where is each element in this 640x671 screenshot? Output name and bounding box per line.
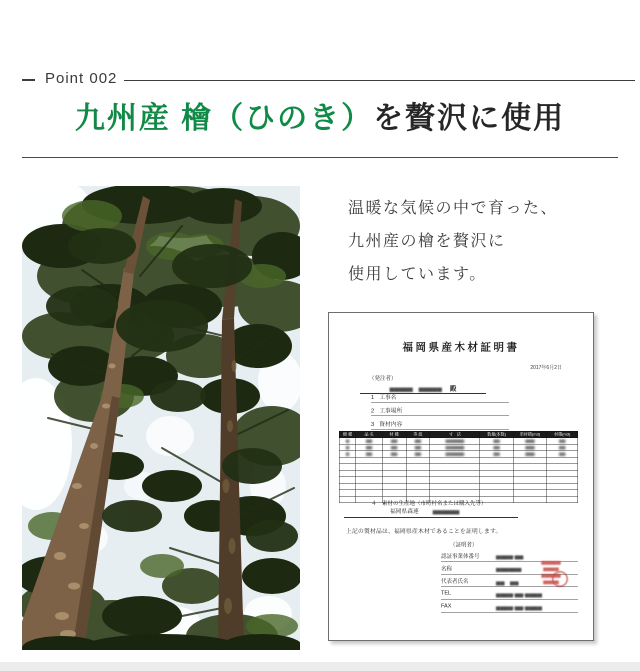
- stamp-line: ▅▅▅▅: [543, 579, 559, 585]
- cert-table-cell-redacted: ▆: [339, 451, 356, 458]
- cert-table-cell-redacted: ▆▆: [547, 451, 578, 458]
- certifier-row-value-redacted: ▅▅▅▅▅▅: [496, 566, 522, 572]
- cert-table-cell-redacted: ▆▆: [406, 438, 430, 445]
- certificate-sheet: [328, 312, 594, 641]
- intro-line: 温暖な気候の中で育った、: [348, 200, 559, 217]
- round-seal-icon: [552, 571, 568, 587]
- certifier-row-label: 名称: [441, 566, 452, 572]
- forest-photo-graphic: [22, 186, 300, 650]
- cert-table-header: 材 種: [382, 431, 406, 438]
- section-heading: [0, 99, 640, 139]
- red-seal-stamp: [523, 559, 579, 600]
- origin-label: ４ 素材の生産地（市町村名または購入先等）: [371, 500, 487, 507]
- stamp-line: ▅▅▅▅: [543, 566, 559, 572]
- field-number: 3: [371, 421, 375, 428]
- certifier-row-label: 代表者氏名: [441, 578, 469, 585]
- field-label: 工事場所: [379, 408, 403, 414]
- intro-paragraph: [348, 192, 558, 291]
- certifier-row-label: TEL: [441, 590, 452, 596]
- certifier-row-label: 認証事業体番号: [441, 553, 480, 560]
- hinoki-forest-photo: [22, 186, 300, 650]
- certificate-date: 2017年6月2日: [530, 365, 562, 371]
- point-rule-line: [124, 80, 635, 81]
- cert-table-header: 数量(本数): [480, 431, 513, 438]
- field-label: 工事名: [379, 394, 397, 401]
- cert-table-cell-redacted: ▆▆: [406, 451, 430, 458]
- orderer-name-redacted: ▅▅▅▅▅ ▅▅▅▅▅: [389, 385, 442, 392]
- field-number: 1: [371, 394, 375, 401]
- cert-table-cell-empty: [547, 496, 578, 503]
- cert-table-cell-empty: [513, 496, 546, 503]
- heading-green-text: 九州産 檜（ひのき）: [74, 102, 374, 135]
- cert-table-cell-redacted: ▆▆: [356, 438, 382, 445]
- intro-line: 九州産の檜を贅沢に: [348, 233, 506, 250]
- field-construction-site: [371, 407, 509, 417]
- cert-table-header: 材積(m3): [547, 431, 578, 438]
- cert-table-cell-redacted: ▆▆▆: [513, 444, 546, 451]
- certificate-title: 福岡県産木材証明書: [402, 341, 520, 353]
- field-construction-name: [371, 393, 509, 403]
- stamp-line: ▅▅▅▅▅: [541, 559, 561, 565]
- cert-table-cell-redacted: ▆▆▆▆▆▆: [430, 451, 480, 458]
- cert-table-header: 等 級: [406, 431, 430, 438]
- heading-dark-text: を贅沢に使用: [373, 102, 566, 135]
- certifier-row-label: FAX: [441, 603, 452, 609]
- origin-value-line: [344, 507, 518, 518]
- heading-divider-line: [22, 157, 618, 158]
- orderer-honorific: 殿: [449, 384, 457, 392]
- cert-table-cell-redacted: ▆▆: [547, 438, 578, 445]
- certificate-document: [328, 312, 594, 641]
- point-left-dash: [22, 79, 35, 81]
- stamp-line: ▅▅▅▅▅: [541, 572, 561, 578]
- origin-value-redacted: ▅▅▅▅▅▅: [432, 508, 460, 515]
- certifier-row-value-redacted: ▅▅▅▅-▅▅: [496, 553, 524, 560]
- cert-table-header: 寸 法: [430, 431, 480, 438]
- certifier-row-value-redacted: ▅▅▅▅-▅▅-▅▅▅▅: [496, 591, 542, 598]
- origin-value: 福岡県森連: [390, 508, 419, 515]
- point-label: Point 002: [45, 70, 118, 87]
- cert-table-cell-empty: [339, 496, 356, 503]
- cert-table-header: 樹 種: [339, 431, 356, 438]
- cert-table-cell-redacted: ▆▆: [406, 444, 430, 451]
- cert-table-cell-redacted: ▆▆: [382, 438, 406, 445]
- cert-table-header: 単材積(m3): [513, 431, 546, 438]
- cert-table: [339, 431, 578, 503]
- cert-table-cell-redacted: ▆▆▆▆▆▆: [430, 444, 480, 451]
- cert-table-cell-redacted: ▆▆: [480, 444, 513, 451]
- certification-statement: 上記の製材品は、福岡県産木材であることを証明します。: [346, 528, 502, 535]
- field-label: 資材内容: [379, 421, 403, 428]
- cert-table-cell-redacted: ▆▆: [480, 438, 513, 445]
- cert-table-cell-redacted: ▆▆▆: [513, 438, 546, 445]
- cert-table-cell-redacted: ▆▆▆: [513, 451, 546, 458]
- field-material-contents: [371, 420, 509, 430]
- certifier-label: （証明者）: [450, 542, 478, 548]
- intro-line: 使用しています。: [348, 266, 487, 283]
- cert-table-cell-redacted: ▆▆: [547, 444, 578, 451]
- cert-table-cell-redacted: ▆▆: [356, 451, 382, 458]
- cert-table-cell-redacted: ▆: [339, 444, 356, 451]
- orderer-label: （発注者）: [369, 375, 397, 382]
- cert-table-cell-redacted: ▆▆: [356, 444, 382, 451]
- cert-table-header: 品 名: [356, 431, 382, 438]
- cert-table-cell-redacted: ▆▆▆▆▆▆: [430, 438, 480, 445]
- certifier-row-fax: [441, 603, 578, 613]
- cert-table-cell-redacted: ▆▆: [382, 444, 406, 451]
- cert-table-cell-redacted: ▆▆: [382, 451, 406, 458]
- next-section-top-edge: [0, 662, 640, 671]
- cert-table-cell-redacted: ▆▆: [480, 451, 513, 458]
- certifier-row-value-redacted: ▅▅▅▅-▅▅-▅▅▅▅: [496, 604, 542, 611]
- field-number: 2: [371, 408, 375, 414]
- cert-table-cell-redacted: ▆: [339, 438, 356, 445]
- certifier-row-value-redacted: ▅▅ ▅▅: [496, 579, 519, 586]
